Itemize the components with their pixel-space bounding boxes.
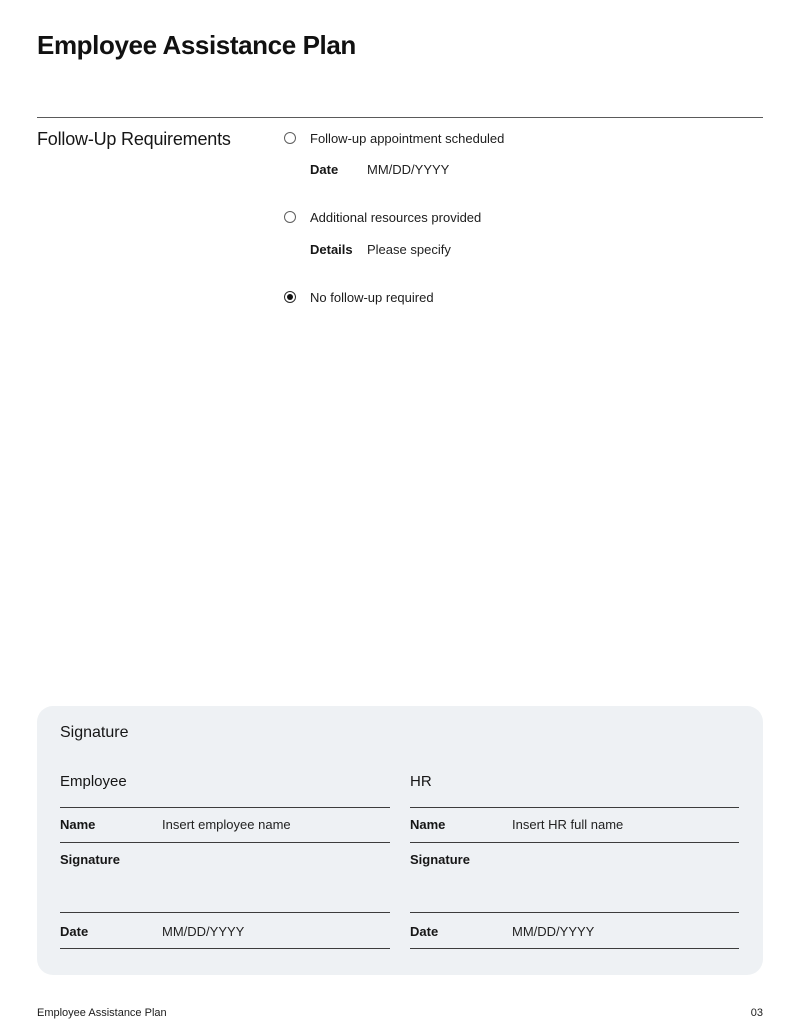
hr-date-line <box>410 948 739 949</box>
signature-panel <box>37 706 763 975</box>
radio-label-additional-resources: Additional resources provided <box>310 210 482 225</box>
section-divider <box>37 117 763 118</box>
page-title: Employee Assistance Plan <box>37 30 356 60</box>
section-title-follow-up: Follow-Up Requirements <box>37 129 231 149</box>
hr-name-line <box>410 842 739 843</box>
hr-signature-label: Signature <box>410 852 470 867</box>
date-field-value[interactable]: MM/DD/YYYY <box>367 162 450 177</box>
radio-no-follow-up[interactable] <box>284 291 296 303</box>
hr-signature-line[interactable] <box>410 912 739 913</box>
radio-label-follow-up-appointment: Follow-up appointment scheduled <box>310 131 505 146</box>
radio-label-no-follow-up: No follow-up required <box>310 290 434 305</box>
employee-date-label: Date <box>60 924 89 939</box>
footer-document-title: Employee Assistance Plan <box>37 1007 167 1019</box>
employee-date-line <box>60 948 390 949</box>
signature-section-title: Signature <box>60 724 129 741</box>
hr-date-label: Date <box>410 924 439 939</box>
employee-name-value[interactable]: Insert employee name <box>162 817 291 832</box>
employee-signature-line[interactable] <box>60 912 390 913</box>
hr-column-heading: HR <box>410 773 432 790</box>
hr-heading-line <box>410 807 739 808</box>
hr-name-value[interactable]: Insert HR full name <box>512 817 624 832</box>
details-field-value[interactable]: Please specify <box>367 242 451 257</box>
details-field-label: Details <box>310 242 353 257</box>
employee-heading-line <box>60 807 390 808</box>
employee-name-line <box>60 842 390 843</box>
hr-name-label: Name <box>410 817 446 832</box>
date-field-label: Date <box>310 162 339 177</box>
employee-date-value[interactable]: MM/DD/YYYY <box>162 924 245 939</box>
employee-column-heading: Employee <box>60 773 127 790</box>
employee-name-label: Name <box>60 817 96 832</box>
hr-date-value[interactable]: MM/DD/YYYY <box>512 924 595 939</box>
employee-signature-label: Signature <box>60 852 120 867</box>
footer-page-number: 03 <box>750 1007 763 1019</box>
radio-additional-resources[interactable] <box>284 211 296 223</box>
radio-follow-up-appointment[interactable] <box>284 132 296 144</box>
